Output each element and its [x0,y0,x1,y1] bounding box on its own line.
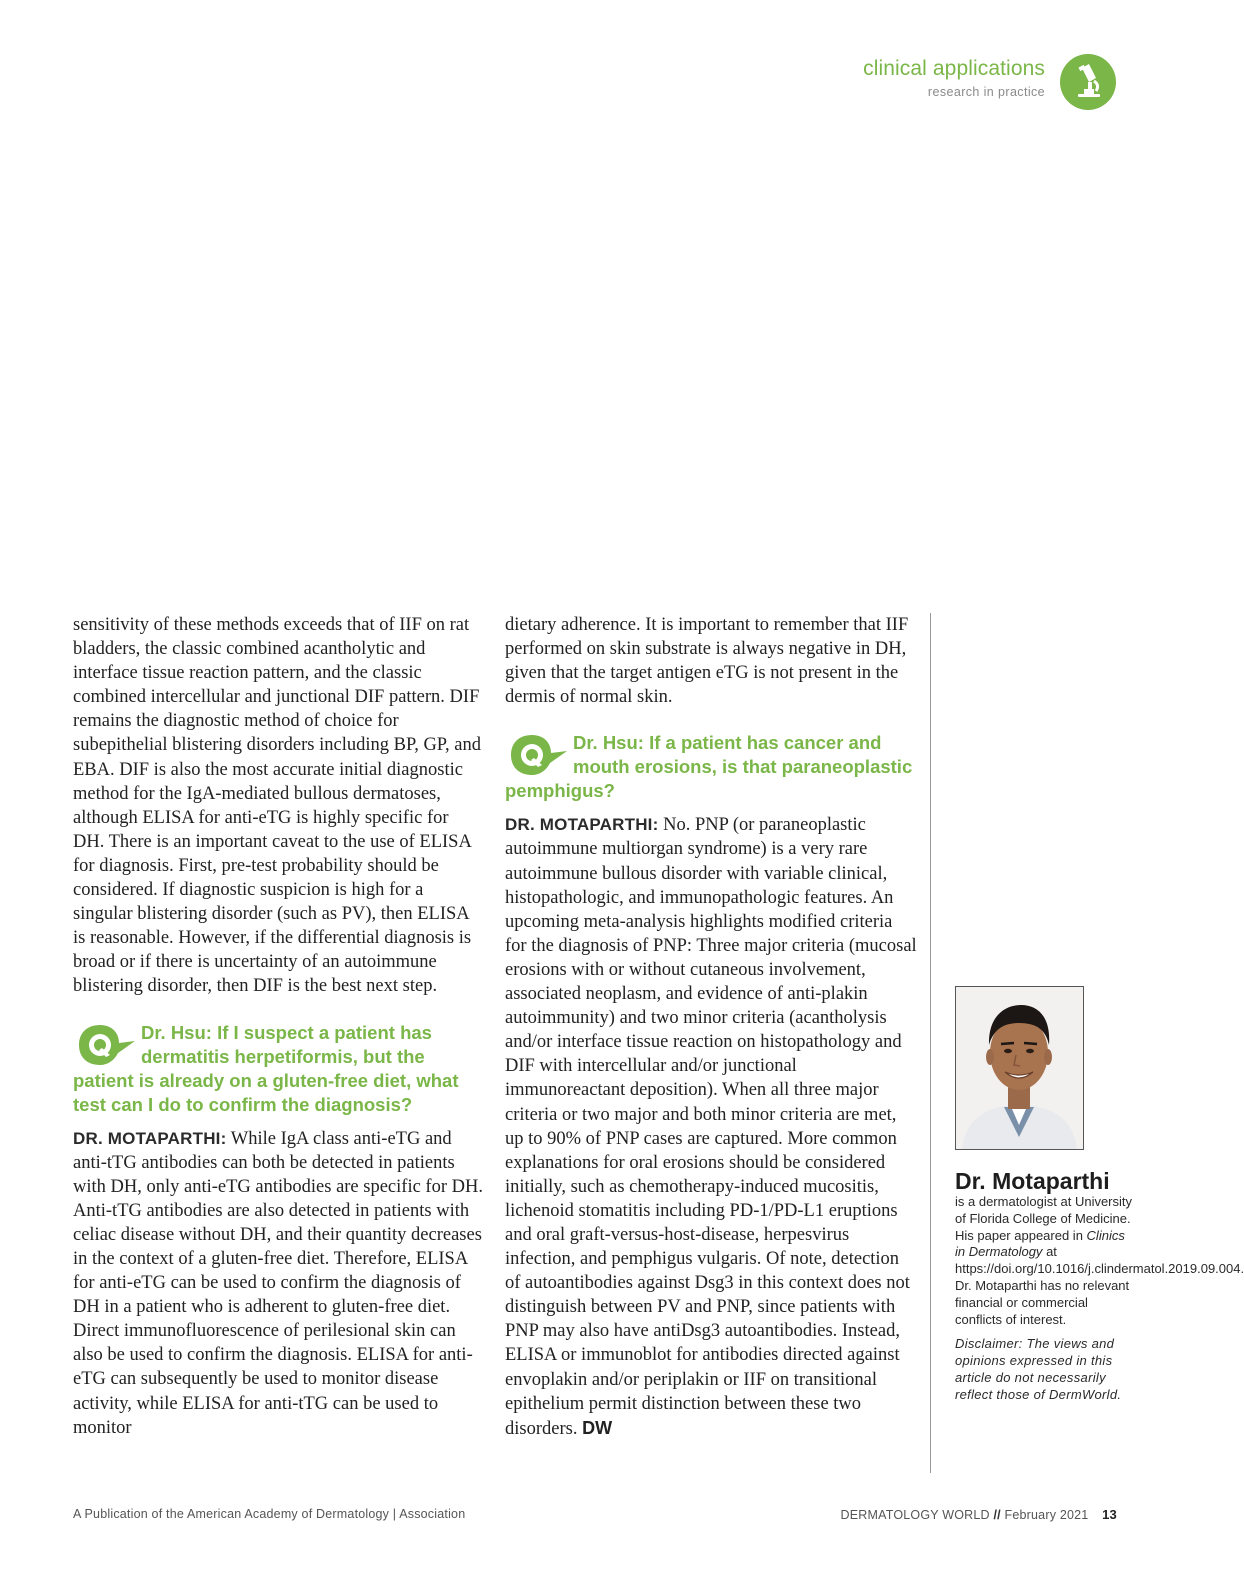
body-paragraph: dietary adherence. It is important to remember that IIF performed on skin substrate is always negative in DH, given that the target antigen eTG is not present in the dermis of normal skin. [505,615,909,708]
article-column-left [73,613,483,1440]
section-header [863,56,1045,100]
journal-title: Clinics in Dermatology [955,1227,1125,1260]
bio-text-before: is a dermatologist at University of Florida College of Medicine. His paper appeared in [955,1194,1133,1243]
question-block [73,1021,483,1117]
column-divider [930,613,931,1473]
q-speech-bubble-icon [505,731,567,779]
footer-publication: A Publication of the American Academy of Dermatology | Association [73,1507,466,1521]
answer-speaker: DR. MOTAPARTHI: [73,1128,227,1148]
q-speech-bubble-icon [73,1021,135,1069]
section-subtitle: research in practice [927,85,1045,99]
answer-text: No. PNP (or paraneoplastic autoimmune multiorgan syndrome) is a very rare autoimmune bullous disorder with variable clinical, histopathologic, and immunopathologic features. An upcoming meta-analysis highlights modified criteria for the diagnosis of PNP: Three major criteria (mucosal erosions with or without cutaneous involvement, associated neoplasm, and evidence of anti-plakin autoimmunity) and two minor criteria (acantholysis and/or interface tissue reaction on histopathology and DIF with intercellular and/or junctional immunoreactant deposition). When all three major criteria or two major and both minor criteria are met, up to 90% of PNP cases are captured. More common explanations for oral erosions should be considered initially, such as chemotherapy-induced mucositis, lichenoid stomatitis including PD-1/PD-L1 eruptions and oral graft-versus-host-disease, herpesvirus infection, and pemphigus vulgaris. Of note, detection of autoantibodies against Dsg3 in this context does not distinguish between PV and PNP, since patients with PNP may also have antiDsg3 autoantibodies. Instead, ELISA or immunoblot for antibodies directed against envoplakin and/or periplakin or IIF on transitional epithelium permit distinction between these two disorders. [505,815,917,1439]
author-name: Dr. Motaparthi [955,1168,1110,1194]
footer-separator: // [993,1508,1001,1522]
bio-paragraph [955,1194,1244,1328]
microscope-icon [1060,54,1116,110]
answer-speaker: DR. MOTAPARTHI: [505,815,659,835]
section-title: clinical applications [863,57,1045,80]
answer-paragraph [73,1127,483,1440]
question-text: If a patient has cancer and mouth erosions, is that paraneoplastic pemphigus? [505,732,913,802]
footer-issue-info [841,1507,1117,1522]
author-photo [955,986,1084,1150]
answer-paragraph [505,813,917,1440]
answer-text: While IgA class anti-eTG and anti-tTG antibodies can both be detected in patients with DH, only anti-eTG antibodies are specific for DH. Anti-tTG antibodies are also detected in patients with celiac disease without DH, and their quantity decreases in the context of a gluten-free diet. Therefore, ELISA for anti-eTG can be used to confirm the diagnosis of DH in a patient who is adherent to gluten-free diet. Direct immunofluorescence of perilesional skin can also be used to confirm the diagnosis. ELISA for anti-eTG can subsequently be used to monitor disease activity, while ELISA for anti-tTG can be used to monitor [73,1128,483,1438]
end-mark: DW [582,1417,613,1438]
body-paragraph: sensitivity of these methods exceeds that of IIF on rat bladders, the classic combined acantholytic and interface tissue reaction pattern, and the classic combined intercellular and junctional DIF pattern. DIF remains the diagnostic method of choice for subepithelial blistering disorders including BP, GP, and EBA. DIF is also the most accurate initial diagnostic method for the IgA-mediated bullous dermatoses, although ELISA for anti-eTG is highly specific for DH. There is an important caveat to the use of ELISA for diagnosis. First, pre-test probability should be considered. If diagnostic suspicion is high for a singular blistering disorder (such as PV), then ELISA is reasonable. However, if the differential diagnosis is broad or if there is uncertainty of an autoimmune blistering disorder, then DIF is the best next step. [73,615,482,997]
article-column-middle [505,613,917,1441]
footer-magazine: DERMATOLOGY WORLD [840,1508,990,1522]
footer-issue: February 2021 [1004,1508,1089,1522]
author-bio [955,1194,1244,1404]
page-number: 13 [1102,1507,1117,1522]
question-speaker: Dr. Hsu: [141,1021,212,1043]
question-text: If I suspect a patient has dermatitis herpetiformis, but the patient is already on a gluten-free diet, what test can I do to confirm the diagnosis? [73,1021,459,1115]
disclaimer: Disclaimer: The views and opinions expressed in this article do not necessarily reflect those of DermWorld. [955,1336,1122,1402]
question-block [505,731,917,803]
bio-text-after: at https://doi.org/10.1016/j.clindermatol.2019.09.004. Dr. Motaparthi has no relevant financial or commercial conflicts of interest. [955,1244,1244,1327]
question-speaker: Dr. Hsu: [573,732,644,754]
